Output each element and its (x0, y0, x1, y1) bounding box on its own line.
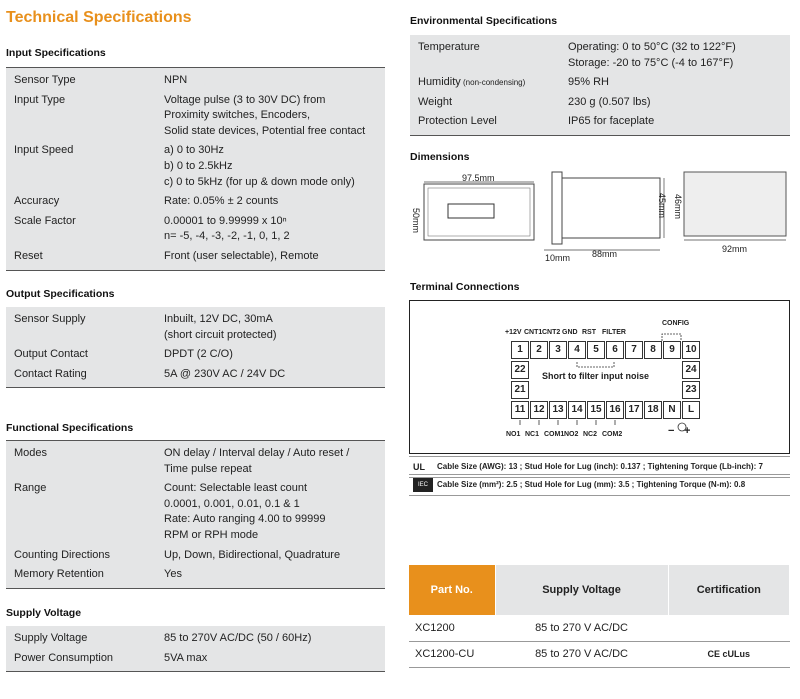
spec-row (6, 626, 385, 647)
spec-label (6, 307, 164, 343)
table-row (409, 641, 790, 667)
spec-value-line: Proximity switches, Encoders, (164, 109, 311, 122)
terminal-7: 7 (625, 341, 643, 359)
terminal-1: 1 (511, 341, 529, 359)
spec-value-line: IP65 for faceplate (568, 115, 655, 128)
spec-value (164, 245, 385, 270)
spec-label-text: Temperature (418, 41, 480, 53)
terminal-21: 21 (511, 381, 529, 399)
front-height-label: 50mm (411, 208, 421, 234)
terminal-bottom-label: NO2 (564, 431, 579, 438)
spec-label (6, 210, 164, 245)
spec-value (164, 441, 385, 477)
terminal-top-label: RST (582, 329, 596, 336)
terminal-top-label: GND (562, 329, 578, 336)
spec-label-text: Supply Voltage (14, 632, 88, 644)
input-spec-table (6, 68, 385, 270)
spec-value (164, 544, 385, 564)
spec-value-line: 5VA max (164, 651, 208, 664)
terminal-14: 14 (568, 401, 586, 419)
input-spec-heading: Input Specifications (6, 47, 106, 59)
part-number: XC1200 (409, 615, 495, 641)
terminal-bottom-label: NO1 (506, 431, 521, 438)
header-certification: Certification (668, 565, 789, 615)
terminal-22: 22 (511, 361, 529, 379)
spec-label-text: Weight (418, 95, 453, 108)
spec-label-text: Reset (14, 249, 43, 262)
spec-label-text: Modes (14, 447, 48, 459)
spec-value-line: Solid state devices, Potential free contact (164, 124, 366, 137)
spec-label (6, 343, 164, 363)
spec-value (164, 89, 385, 140)
ce-ul-certification-icon: CE cULus (668, 641, 789, 667)
spec-label-text: Sensor Supply (14, 313, 86, 325)
spec-label-text: Protection Level (418, 115, 497, 128)
spec-label (6, 563, 164, 588)
spec-row (6, 544, 385, 564)
spec-value (164, 68, 385, 89)
spec-label (6, 544, 164, 564)
spec-row (6, 363, 385, 388)
config-label: CONFIG (662, 320, 690, 327)
spec-value-line: Operating: 0 to 50°C (32 to 122°F) (568, 41, 736, 53)
spec-label (6, 441, 164, 477)
spec-row (410, 35, 790, 71)
environmental-spec-heading: Environmental Specifications (410, 15, 558, 27)
terminal-heading: Terminal Connections (410, 281, 520, 293)
side-bezel-label: 10mm (545, 253, 571, 263)
terminal-24: 24 (682, 361, 700, 379)
spec-label (6, 68, 164, 89)
front-view-drawing (420, 176, 540, 246)
spec-label-text: Output Contact (14, 348, 88, 361)
terminal-bottom-label: COM1 (544, 431, 565, 438)
spec-value-line: b) 0 to 2.5kHz (164, 159, 233, 172)
spec-value (164, 210, 385, 245)
table-header-row (409, 565, 790, 615)
spec-row (6, 477, 385, 543)
spec-value-line: 95% RH (568, 76, 609, 89)
spec-label-text: Humidity (418, 76, 461, 89)
spec-row (6, 563, 385, 588)
terminal-13: 13 (549, 401, 567, 419)
spec-label (6, 626, 164, 647)
terminal-4: 4 (568, 341, 586, 359)
spec-label (6, 139, 164, 190)
output-spec-table (6, 307, 385, 387)
spec-row (6, 441, 385, 477)
spec-row (6, 245, 385, 270)
spec-row (410, 110, 790, 135)
divider (6, 588, 385, 589)
spec-value-line: Up, Down, Bidirectional, Quadrature (164, 548, 341, 561)
spec-value-line: ON delay / Interval delay / Auto reset / (164, 447, 350, 459)
side-view-drawing (540, 168, 670, 260)
spec-value-line: n= -5, -4, -3, -2, -1, 0, 1, 2 (164, 230, 290, 243)
spec-value-line: DPDT (2 C/O) (164, 348, 233, 361)
supply-voltage: 85 to 270 V AC/DC (495, 615, 668, 641)
terminal-top-label: CNT2 (542, 329, 561, 336)
supply-voltage-table (6, 626, 385, 671)
ul-logo-icon: UL (413, 462, 425, 472)
spec-value-line: 230 g (0.507 lbs) (568, 95, 651, 108)
terminal-15: 15 (587, 401, 605, 419)
spec-value (164, 307, 385, 343)
spec-label (6, 477, 164, 543)
spec-value (164, 563, 385, 588)
filter-note: Short to filter input noise (542, 371, 649, 381)
header-supply-voltage: Supply Voltage (495, 565, 668, 615)
wiring-lines (410, 301, 791, 455)
spec-value-line: RPM or RPH mode (164, 528, 259, 541)
spec-label (410, 110, 568, 135)
terminal-17: 17 (625, 401, 643, 419)
spec-label-text: Input Type (14, 93, 66, 106)
spec-value (568, 71, 790, 91)
spec-value (568, 35, 790, 71)
spec-row (6, 190, 385, 210)
spec-value-line: Storage: -20 to 75°C (-4 to 167°F) (568, 56, 734, 69)
spec-row (6, 89, 385, 140)
spec-value-line: a) 0 to 30Hz (164, 144, 224, 157)
spec-label (6, 190, 164, 210)
terminal-N: N (663, 401, 681, 419)
spec-label (6, 245, 164, 270)
spec-label-text: Input Speed (14, 144, 74, 157)
iec-cable-spec-text: Cable Size (mm²): 2.5 ; Stud Hole for Lug (mm): 3.5 ; Tightening Torque (N-m): 0.8 (437, 480, 746, 489)
divider (6, 270, 385, 271)
spec-label-text: Scale Factor (14, 214, 76, 227)
terminal-5: 5 (587, 341, 605, 359)
spec-row (6, 68, 385, 89)
terminal-10: 10 (682, 341, 700, 359)
spec-row (6, 210, 385, 245)
spec-value-line: Rate: 0.05% ± 2 counts (164, 195, 279, 208)
table-row (409, 615, 790, 641)
terminal-L: L (682, 401, 700, 419)
page-title: Technical Specifications (6, 9, 192, 26)
spec-label-text: Power Consumption (14, 651, 114, 664)
spec-label (6, 363, 164, 388)
cutout-width-label: 92mm (722, 244, 748, 254)
spec-value-line: 5A @ 230V AC / 24V DC (164, 367, 286, 380)
part-number: XC1200-CU (409, 641, 495, 667)
spec-value (164, 647, 385, 672)
terminal-16: 16 (606, 401, 624, 419)
divider (410, 135, 790, 136)
terminal-top-label: CNT1 (524, 329, 543, 336)
spec-value (164, 190, 385, 210)
side-height-label: 45mm (657, 193, 667, 219)
side-depth-label: 88mm (592, 249, 618, 259)
header-part-no: Part No. (409, 565, 495, 615)
part-number-table (409, 565, 790, 668)
spec-label-text: Sensor Type (14, 74, 76, 86)
terminal-23: 23 (682, 381, 700, 399)
terminal-12: 12 (530, 401, 548, 419)
functional-spec-heading: Functional Specifications (6, 422, 134, 434)
terminal-11: 11 (511, 401, 529, 419)
spec-value (164, 343, 385, 363)
spec-value-line: c) 0 to 5kHz (for up & down mode only) (164, 175, 355, 188)
terminal-8: 8 (644, 341, 662, 359)
panel-cutout-drawing (680, 168, 792, 248)
spec-value-line: 85 to 270V AC/DC (50 / 60Hz) (164, 632, 312, 644)
front-width-label: 97.5mm (462, 173, 495, 183)
spec-label (6, 89, 164, 140)
terminal-bottom-label: NC2 (583, 431, 598, 438)
terminal-diagram (409, 300, 790, 454)
spec-label-text: Counting Directions (14, 548, 110, 561)
spec-value (568, 110, 790, 135)
spec-value (568, 91, 790, 111)
terminal-top-label: FILTER (602, 329, 626, 336)
spec-value-line: Count: Selectable least count (164, 482, 308, 495)
divider (6, 671, 385, 672)
environmental-spec-table (410, 35, 790, 135)
spec-row (6, 343, 385, 363)
iec-logo-icon: IEC (413, 478, 433, 492)
spec-value-line: (short circuit protected) (164, 328, 277, 341)
spec-label (410, 91, 568, 111)
spec-value (164, 363, 385, 388)
spec-row (410, 91, 790, 111)
spec-row (6, 647, 385, 672)
spec-value-line: Time pulse repeat (164, 462, 252, 475)
functional-spec-table (6, 441, 385, 588)
output-spec-heading: Output Specifications (6, 288, 115, 300)
spec-label-text: Memory Retention (14, 568, 104, 581)
terminal-bottom-label: NC1 (525, 431, 540, 438)
minus-icon: − (668, 425, 675, 437)
spec-value-line: 0.00001 to 9.99999 x 10ⁿ (164, 214, 287, 227)
spec-row (6, 139, 385, 190)
terminal-18: 18 (644, 401, 662, 419)
supply-voltage: 85 to 270 V AC/DC (495, 641, 668, 667)
terminal-3: 3 (549, 341, 567, 359)
spec-row (6, 307, 385, 343)
terminal-bottom-label: COM2 (602, 431, 623, 438)
spec-label (6, 647, 164, 672)
spec-value-line: Front (user selectable), Remote (164, 249, 319, 262)
spec-value-line: NPN (164, 74, 188, 86)
ul-cable-spec-text: Cable Size (AWG): 13 ; Stud Hole for Lug (inch): 0.137 ; Tightening Torque (Lb-inch): 7 (437, 462, 763, 471)
spec-value-line: Voltage pulse (3 to 30V DC) from (164, 93, 326, 106)
spec-label-text: Accuracy (14, 195, 60, 208)
spec-value-line: Yes (164, 568, 182, 581)
spec-label-text: Range (14, 482, 47, 495)
plus-icon: + (684, 425, 691, 437)
spec-value (164, 477, 385, 543)
spec-value-line: 0.0001, 0.001, 0.01, 0.1 & 1 (164, 497, 300, 510)
spec-value (164, 626, 385, 647)
spec-label (410, 35, 568, 71)
terminal-9: 9 (663, 341, 681, 359)
spec-value (164, 139, 385, 190)
iec-cable-spec-bar (409, 474, 790, 496)
terminal-6: 6 (606, 341, 624, 359)
cutout-height-label: 46mm (673, 194, 683, 220)
certification (668, 615, 789, 641)
spec-label (410, 71, 568, 91)
terminal-top-label: +12V (505, 329, 522, 336)
spec-row (410, 71, 790, 91)
spec-value-line: Rate: Auto ranging 4.00 to 99999 (164, 513, 326, 526)
divider (6, 387, 385, 388)
spec-label-text: Contact Rating (14, 367, 87, 380)
dimensions-heading: Dimensions (410, 151, 470, 163)
spec-value-line: Inbuilt, 12V DC, 30mA (164, 313, 273, 325)
spec-label-note: (non-condensing) (460, 78, 526, 88)
terminal-2: 2 (530, 341, 548, 359)
supply-voltage-heading: Supply Voltage (6, 607, 82, 619)
